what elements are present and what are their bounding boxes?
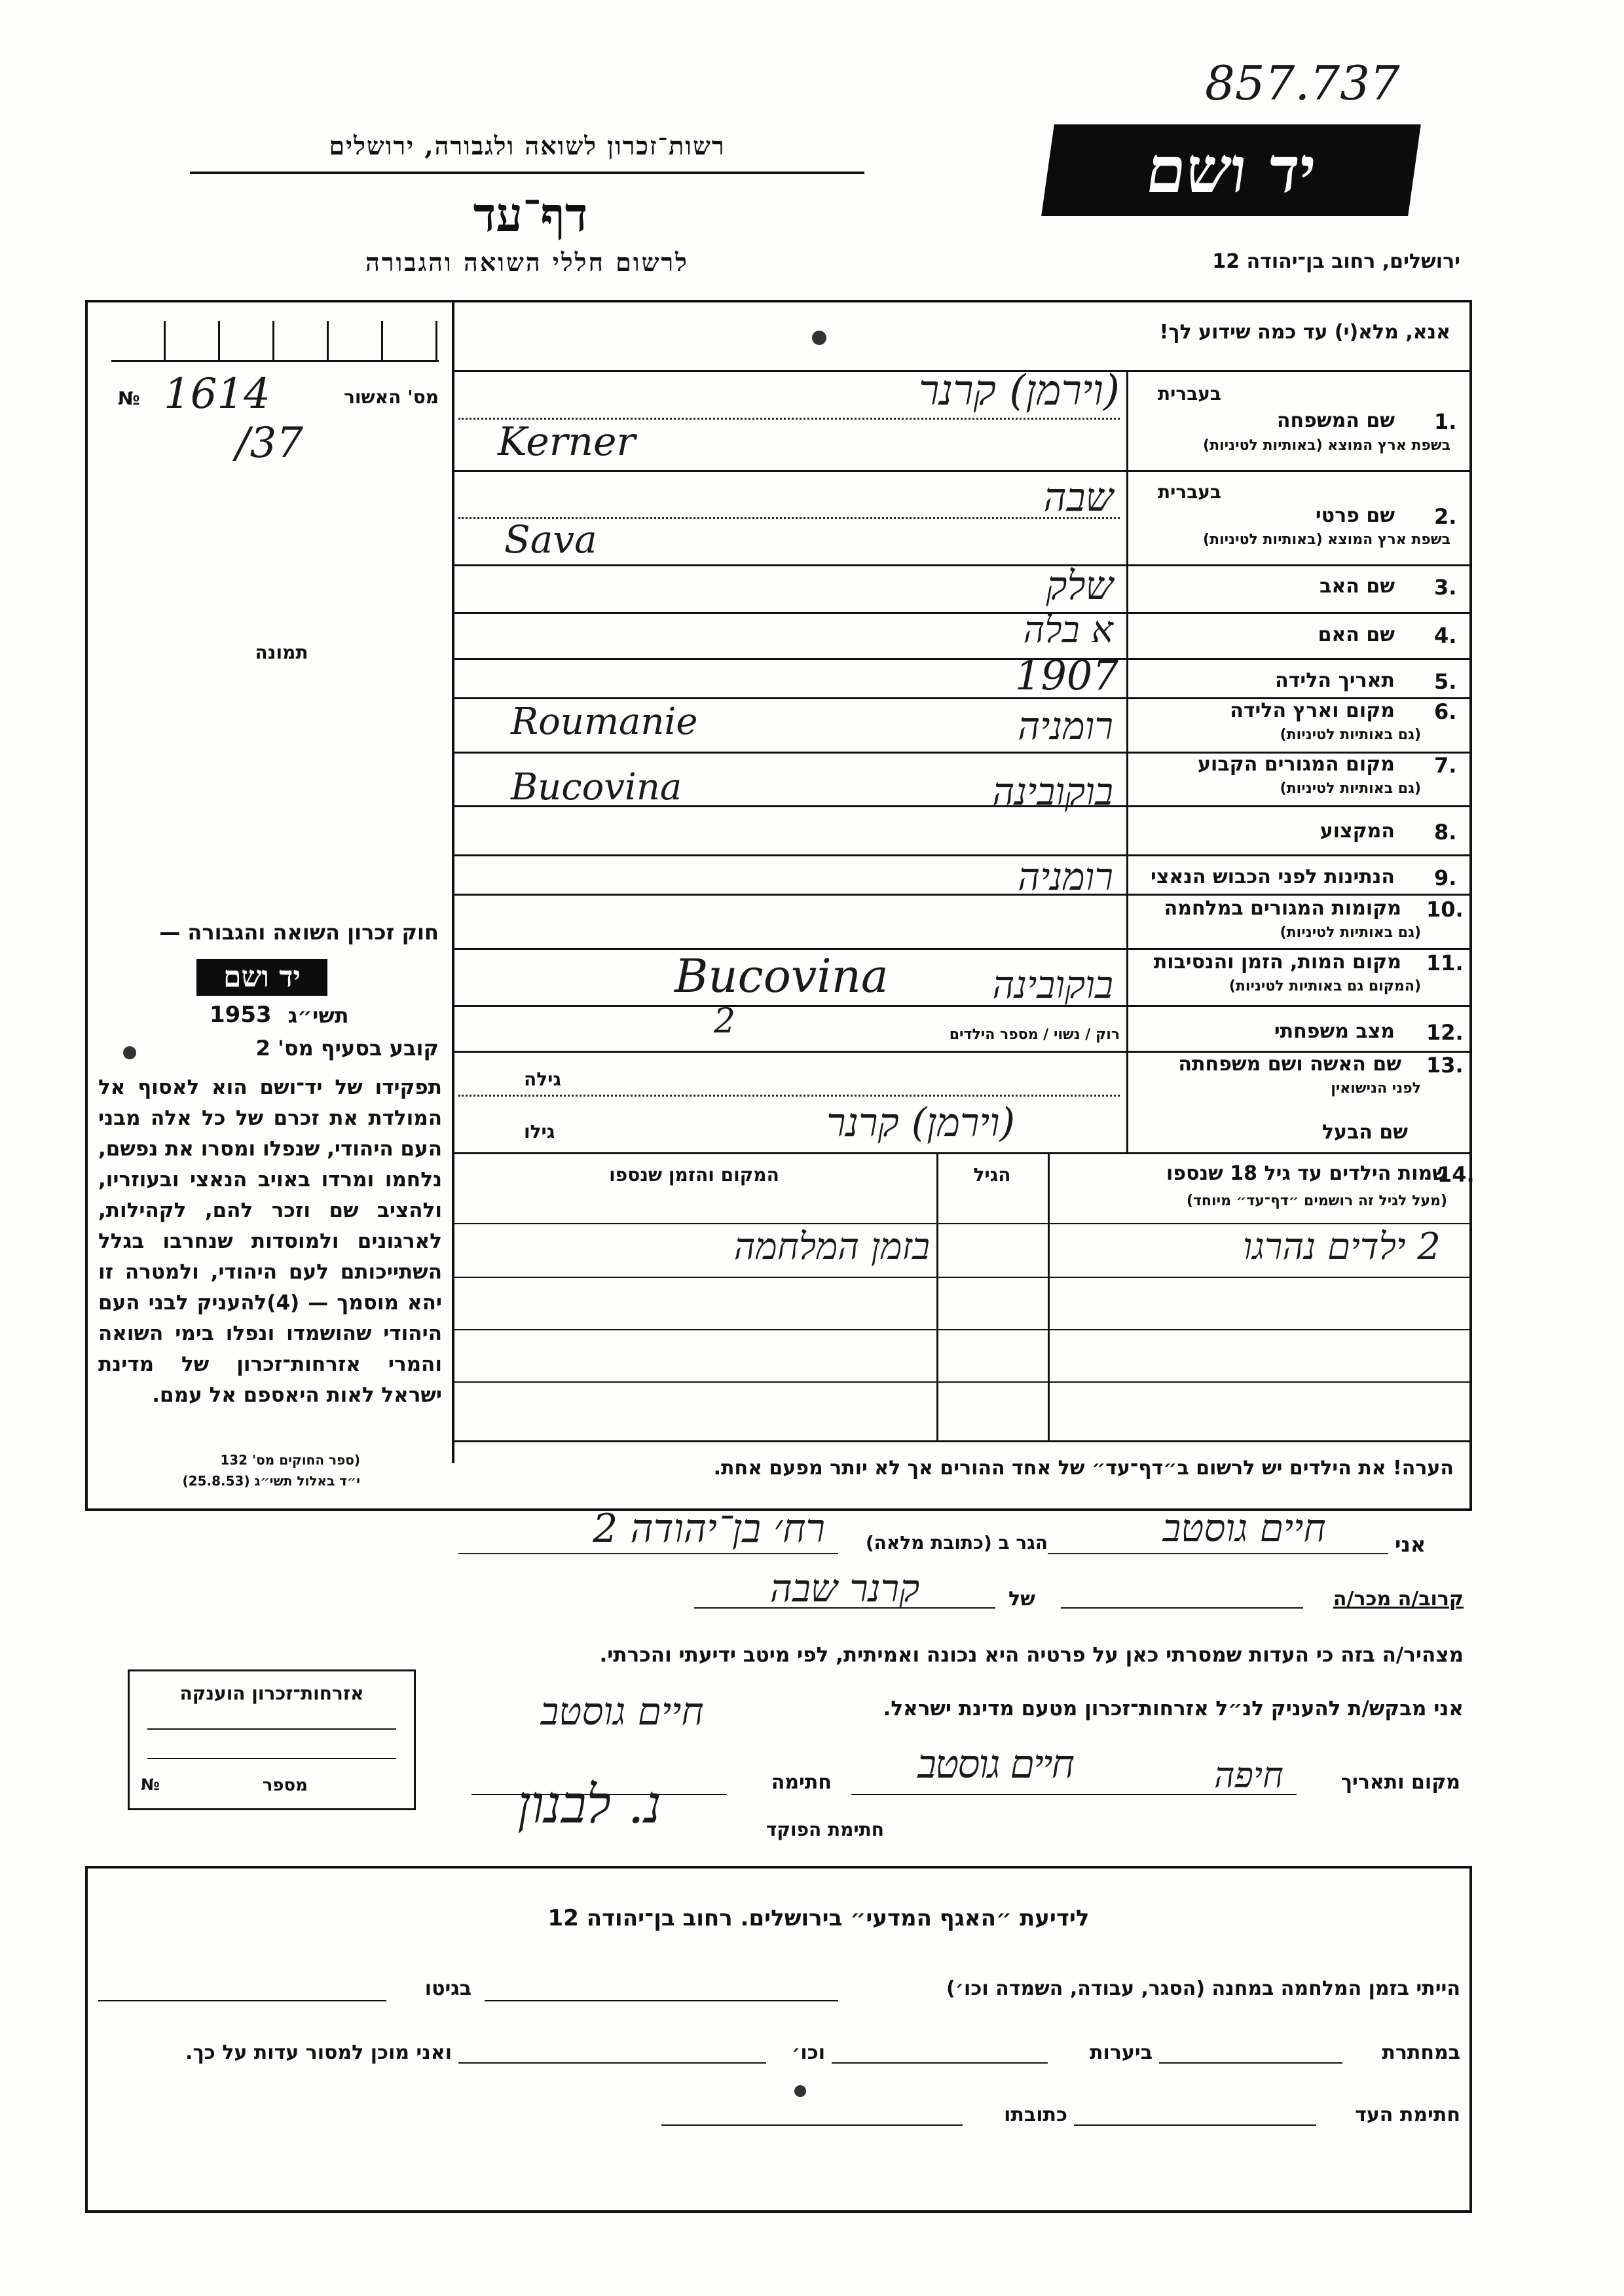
law-footnote-1: (ספר החוקים מס' 132 <box>220 1452 360 1468</box>
field-13-age-label: גילה <box>524 1068 561 1090</box>
authority-title: רשות־זכרון לשואה ולגבורה, ירושלים <box>329 131 726 160</box>
footer-line2-c: וכו׳ <box>792 2041 825 2064</box>
footer-line3-a: חתימת העד <box>1355 2104 1460 2126</box>
field-13-divider <box>452 1152 1471 1154</box>
approval-label: מס' האשור <box>344 386 439 408</box>
footer-line2-a: במחתרת <box>1382 2041 1460 2064</box>
decl-relation-line <box>1061 1607 1303 1609</box>
field-1-divider <box>452 470 1471 472</box>
field-5-number: 5. <box>1434 669 1457 694</box>
field-12-options: רוק / נשוי / מספר הילדים <box>949 1027 1120 1043</box>
field-11-divider <box>452 1005 1471 1007</box>
children-sub: (מעל לגיל זה רושמים ״דף־עד״ מיוחד) <box>1186 1193 1447 1209</box>
footer-line1-blank-1 <box>485 2000 838 2001</box>
decl-of-label: של <box>1008 1588 1035 1611</box>
field-8-label: המקצוע <box>1320 820 1395 843</box>
footer-title: לידיעת ״האגף המדעי״ בירושלים. רחוב בן־יהודה 12 <box>547 1905 1090 1931</box>
decl-name-line <box>1048 1553 1388 1554</box>
footer-line3-blank-1 <box>1074 2124 1316 2126</box>
field-10-divider <box>452 948 1471 950</box>
footer-line1-a: הייתי בזמן המלחמה במחנה (הסגר, עבודה, השמדה וכו׳) <box>946 1977 1460 2000</box>
field-13-sub: לפני הנישואין <box>1331 1080 1421 1097</box>
decl-place-date-line <box>851 1794 1297 1795</box>
certificate-number-prefix: № <box>141 1776 160 1794</box>
decl-relation-label: קרוב/ה מכר/ה <box>1333 1588 1464 1611</box>
field-10-number: 10. <box>1426 897 1464 922</box>
field-1-lat-value: Kerner <box>498 419 636 465</box>
field-6-lat-value: Roumanie <box>511 701 698 743</box>
field-11-number: 11. <box>1426 951 1464 975</box>
archive-number: 857.737 <box>1205 56 1400 111</box>
field-10-sub: (גם באותיות לטיניות) <box>1280 924 1421 941</box>
decl-place-date-label: מקום ותאריך <box>1340 1771 1460 1794</box>
decl-statement-1: מצהיר/ה בזה כי העדות שמסרתי כאן על פרטיה היא נכונה ואמיתית, לפי מיטב ידיעתי והכרתי. <box>599 1643 1464 1667</box>
approval-number-prefix: № <box>118 388 140 409</box>
children-row-1-name: 2 ילדים נהרגו <box>1243 1226 1441 1268</box>
footer-line3-blank-2 <box>661 2124 963 2126</box>
law-body: תפקידו של יד־ושם הוא לאסוף אל המולדת את זכרם של כל אלה מבני העם היהודי, שנפלו ומסרו את נפשם, נלחמו ומרדו באויב הנאצי ובעוזריו, ולהציב שם וזכר להם, לקהילות, לארגונים ולמוסדות שנחרבו בגלל השתייכותם לעם היהודי, ולמטרה זו יהא מוסמך — (4)להעניק לבני העם היהודי שהושמדו ונפלו בימי השואה והמרי אזרחות־זכרון של מדינת ישראל לאות היאספם אל עמם. <box>98 1076 442 1407</box>
footer-line2-blank-3 <box>458 2062 766 2064</box>
photo-label: תמונה <box>255 642 308 663</box>
children-col-place: המקום והזמן שנספו <box>609 1164 779 1186</box>
husband-age-label: גילו <box>524 1121 555 1142</box>
children-row-1-place: בזמן המלחמה <box>733 1226 930 1268</box>
hole-punch-icon <box>812 331 826 345</box>
field-13-label: שם האשה ושם משפחתה <box>1178 1053 1401 1076</box>
field-11-label: מקום המות, הזמן והנסיבות <box>1153 951 1401 974</box>
field-2-label: שם פרטי <box>1315 504 1395 527</box>
children-row-line-3 <box>452 1381 1471 1383</box>
form-title: דף־עד <box>473 187 588 242</box>
footer-line2-d: ואני מוכן למסור עדות על כך. <box>185 2041 452 2064</box>
field-9-divider <box>452 894 1471 896</box>
field-3-value: שלק <box>1046 563 1113 609</box>
field-4-number: 4. <box>1434 623 1457 648</box>
decl-place-date-value: חיפה <box>1213 1755 1283 1796</box>
footer-dot-icon <box>794 2085 806 2097</box>
approval-number: 1614 <box>164 370 270 418</box>
footer-line2-b: ביערות <box>1090 2041 1153 2064</box>
field-7-divider <box>452 805 1471 807</box>
law-dot-icon <box>123 1046 136 1059</box>
decl-officer-value: נ. לבנון <box>517 1774 661 1835</box>
approval-ticks-base <box>111 360 439 362</box>
husband-value: (וירמן) קרנר <box>826 1100 1015 1146</box>
field-13-number: 13. <box>1426 1053 1464 1078</box>
decl-stamp-scribble: חיים גוסטב <box>917 1741 1073 1787</box>
field-9-label: הנתינות לפני הכבוש הנאצי <box>1151 866 1395 888</box>
field-1-number: 1. <box>1434 409 1457 434</box>
field-4-divider <box>452 658 1471 660</box>
label-column-divider <box>1126 370 1128 1152</box>
field-12-value: 2 <box>714 1002 736 1041</box>
field-2-number: 2. <box>1434 504 1457 529</box>
children-col-divider-2 <box>1048 1152 1050 1440</box>
field-6-label: מקום וארץ הלידה <box>1230 699 1395 722</box>
header-underline <box>190 172 864 174</box>
footer-line1-b: בגיטו <box>424 1977 471 2000</box>
law-section: קובע בסעיף מס' 2 <box>255 1036 439 1061</box>
decl-statement-2: אני מבקש/ת להעניק לנ״ל אזרחות־זכרון מטעם מדינת ישראל. <box>883 1697 1464 1721</box>
footer-line1-blank-2 <box>98 2000 386 2001</box>
children-number: 14. <box>1437 1162 1475 1187</box>
children-row-line-1 <box>452 1277 1471 1278</box>
field-11-lat-value: Bucovina <box>674 949 889 1003</box>
footer-line2-blank-1 <box>1159 2062 1342 2064</box>
approval-number-2: /37 <box>236 419 303 467</box>
field-7-value: בוקובינה <box>992 769 1113 814</box>
decl-of-line <box>694 1607 995 1609</box>
children-header-divider <box>452 1223 1471 1224</box>
decl-address-line <box>458 1553 838 1554</box>
field-13-line <box>458 1095 1120 1097</box>
yad-vashem-logo: יד ושם <box>1041 124 1421 216</box>
certificate-number-label: מספר <box>262 1776 308 1795</box>
law-title: חוק זכרון השואה והגבורה — <box>159 920 439 945</box>
decl-signature-label: חתימה <box>771 1771 832 1794</box>
decl-of-value: קרנר שבה <box>769 1566 920 1611</box>
decl-name: חיים גוסטב <box>1162 1506 1326 1550</box>
field-3-label: שם האב <box>1320 575 1395 598</box>
decl-i-label: אני <box>1395 1532 1426 1557</box>
footer-line2-blank-2 <box>832 2062 1048 2064</box>
field-12-number: 12. <box>1426 1020 1464 1045</box>
field-1-label: שם המשפחה <box>1276 409 1395 432</box>
field-7-label: מקום המגורים הקבוע <box>1198 753 1395 776</box>
field-7-lat-value: Bucovina <box>511 766 682 809</box>
footer-line3-b: כתובתו <box>1004 2104 1067 2126</box>
field-9-value: רומניה <box>1018 854 1113 899</box>
field-1-sub: בשפת ארץ המוצא (באותיות לטיניות) <box>1203 437 1450 454</box>
certificate-line-2 <box>147 1758 396 1759</box>
law-logo: יד ושם <box>196 959 327 996</box>
field-11-value: בוקובינה <box>992 962 1113 1007</box>
field-4-label: שם האם <box>1318 623 1395 646</box>
address: ירושלים, רחוב בן־יהודה 12 <box>1212 250 1460 273</box>
instructions: אנא, מלא(י) עד כמה שידוע לך! <box>1159 321 1450 344</box>
field-10-label: מקומות המגורים במלחמה <box>1164 897 1401 920</box>
children-bottom-divider <box>452 1440 1471 1442</box>
certificate-title: אזרחות־זכרון הוענקה <box>179 1683 364 1704</box>
field-6-number: 6. <box>1434 699 1457 724</box>
decl-signature-value: חיים גוסטב <box>540 1689 704 1734</box>
children-label: שמות הילדים עד גיל 18 שנספו <box>1166 1162 1447 1185</box>
field-7-number: 7. <box>1434 753 1457 778</box>
field-2-lat-value: Sava <box>504 517 597 562</box>
children-col-divider-1 <box>936 1152 938 1440</box>
certificate-line-1 <box>147 1728 396 1730</box>
field-6-value: רומניה <box>1018 704 1113 748</box>
field-2-lang: בעברית <box>1157 481 1221 503</box>
field-5-value: 1907 <box>1015 651 1118 699</box>
approval-ticks <box>111 321 439 360</box>
form-subtitle: לרשום חללי השואה והגבורה <box>365 247 689 277</box>
field-7-sub: (גם באותיות לטיניות) <box>1280 780 1421 797</box>
field-3-number: 3. <box>1434 575 1457 600</box>
children-row-line-2 <box>452 1329 1471 1330</box>
field-12-label: מצב משפחתי <box>1274 1020 1395 1043</box>
decl-address: רח׳ בן־יהודה 2 <box>593 1506 825 1552</box>
decl-resides-label: הגר ב (כתובת מלאה) <box>865 1532 1048 1554</box>
children-col-age: הגיל <box>973 1164 1011 1186</box>
field-5-label: תאריך הלידה <box>1275 669 1395 692</box>
field-4-value: א בלה <box>1023 609 1113 651</box>
field-6-sub: (גם באותיות לטיניות) <box>1280 727 1421 743</box>
law-footnote-2: י״ד באלול תשי״ג (25.8.53) <box>182 1473 360 1489</box>
law-year: 1953 <box>210 1002 272 1028</box>
field-1-heb-value: (וירמן) קרנר <box>918 367 1120 415</box>
field-2-sub: בשפת ארץ המוצא (באותיות לטיניות) <box>1203 532 1450 548</box>
field-9-number: 9. <box>1434 866 1457 890</box>
field-2-heb-value: שבה <box>1043 475 1113 520</box>
field-1-lang: בעברית <box>1157 383 1221 405</box>
field-8-number: 8. <box>1434 820 1457 845</box>
left-column-divider <box>452 301 454 1463</box>
note: הערה! את הילדים יש לרשום ב״דף־עד״ של אחד ההורים אך לא יותר מפעם אחת. <box>713 1457 1454 1480</box>
field-11-sub: (המקום גם באותיות לטיניות) <box>1228 978 1421 994</box>
decl-officer-label: חתימת הפוקד <box>766 1819 884 1840</box>
husband-label: שם הבעל <box>1321 1121 1408 1144</box>
law-year-heb: תשי״ג <box>288 1003 349 1028</box>
